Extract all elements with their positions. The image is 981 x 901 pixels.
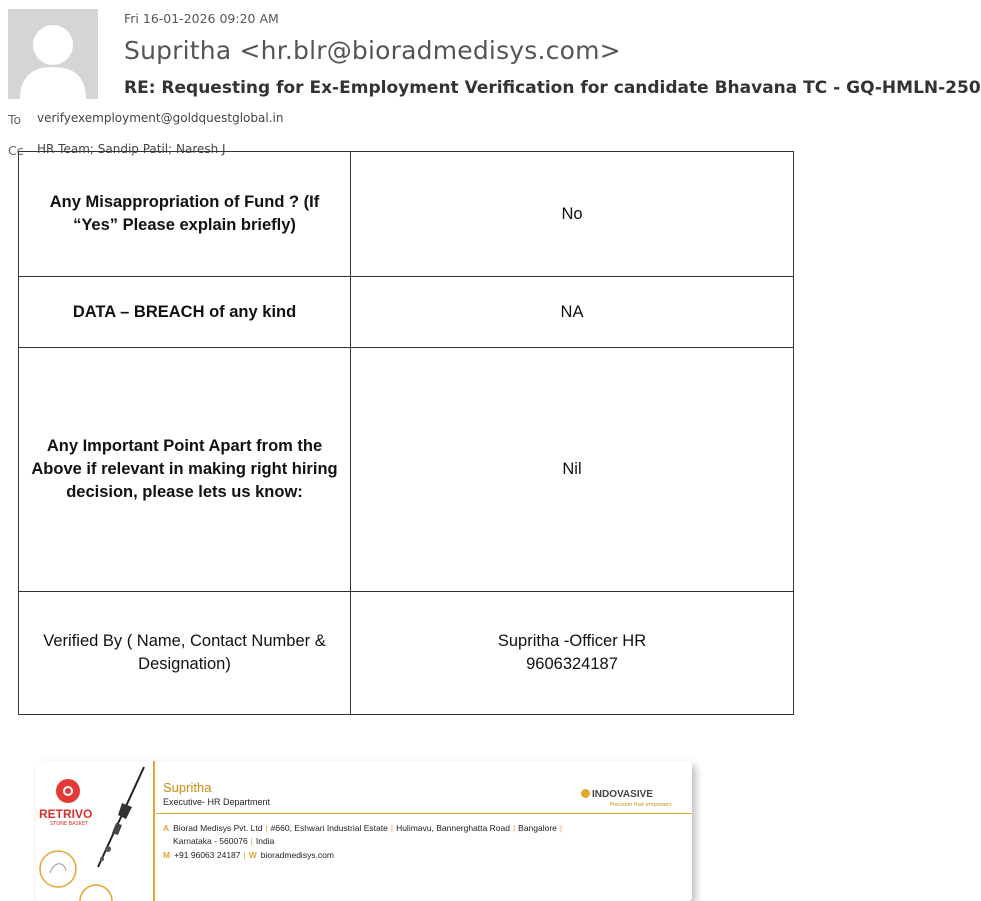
email-sender[interactable]: Supritha <hr.blr@bioradmedisys.com>: [124, 36, 621, 65]
basket-graphic-icon: [36, 835, 96, 901]
signature-mobile[interactable]: +91 96063 24187: [174, 850, 241, 860]
signature-rule: [156, 813, 692, 814]
signature-contact-line: M +91 96063 24187 | W bioradmedisys.com: [163, 850, 334, 860]
email-body: [0, 181, 872, 876]
indovasive-brand: INDOVASIVE: [592, 789, 653, 800]
verifier-phone: 9606324187: [526, 655, 618, 673]
table-row: [19, 348, 794, 592]
question-cell: DATA – BREACH of any kind: [19, 277, 351, 348]
signature-address-line-2: Karnataka - 560076 | India: [173, 836, 275, 846]
answer-cell: Nil: [351, 348, 794, 592]
email-subject: RE: Requesting for Ex-Employment Verification for candidate Bhavana TC - GQ-HMLN-250: [124, 78, 981, 98]
email-signature: [36, 761, 692, 901]
table-row: [19, 277, 794, 348]
signature-website-link[interactable]: bioradmedisys.com: [260, 850, 334, 860]
retrivo-tagline: STONE BASKET: [50, 821, 89, 827]
signature-name: Supritha: [163, 780, 212, 795]
mobile-key: M: [163, 850, 171, 860]
signature-role: Executive- HR Department: [163, 797, 271, 807]
cc-recipients[interactable]: HR Team; Sandip Patil; Naresh J: [37, 142, 226, 156]
question-cell: Any Important Point Apart from the Above if relevant in making right hiring decision, please lets us know:: [19, 348, 351, 592]
email-datetime: Fri 16-01-2026 09:20 AM: [124, 11, 279, 26]
signature-divider: [153, 761, 155, 901]
signature-address-line: A Biorad Medisys Pvt. Ltd | #660, Eshwari Industrial Estate | Hulimavu, Bannerghatta Road | Bangalore |: [163, 823, 563, 833]
address-part: Biorad Medisys Pvt. Ltd: [173, 823, 263, 833]
instrument-icon: [92, 763, 152, 873]
indovasive-logo-icon: [581, 789, 590, 798]
question-cell: Verified By ( Name, Contact Number & Designation): [19, 592, 351, 715]
address-part: Karnataka - 560076: [173, 836, 248, 846]
address-key: A: [163, 823, 170, 833]
answer-cell: No: [351, 152, 794, 277]
indovasive-tagline: Precision that empowers: [610, 802, 672, 808]
sender-avatar: [8, 9, 98, 99]
web-key: W: [248, 850, 257, 860]
address-part: India: [255, 836, 275, 846]
answer-cell: [351, 592, 794, 715]
answer-cell: NA: [351, 277, 794, 348]
to-label: To: [8, 112, 22, 127]
retrivo-brand: RETRIVO: [39, 807, 93, 821]
signature-left-panel: [36, 761, 154, 901]
address-part: #660, Eshwari Industrial Estate: [270, 823, 388, 833]
table-row: [19, 152, 794, 277]
verifier-name: Supritha -Officer HR: [497, 632, 647, 650]
retrivo-logo-icon: [56, 779, 80, 803]
table-row: [19, 592, 794, 715]
to-recipient[interactable]: verifyexemployment@goldquestglobal.in: [37, 111, 284, 125]
address-part: Bangalore: [518, 823, 557, 833]
cc-label: Cc: [8, 143, 24, 158]
address-part: Hulimavu, Bannerghatta Road: [396, 823, 510, 833]
verification-table: [18, 151, 794, 715]
question-cell: Any Misappropriation of Fund ? (If “Yes” Please explain briefly): [19, 152, 351, 277]
